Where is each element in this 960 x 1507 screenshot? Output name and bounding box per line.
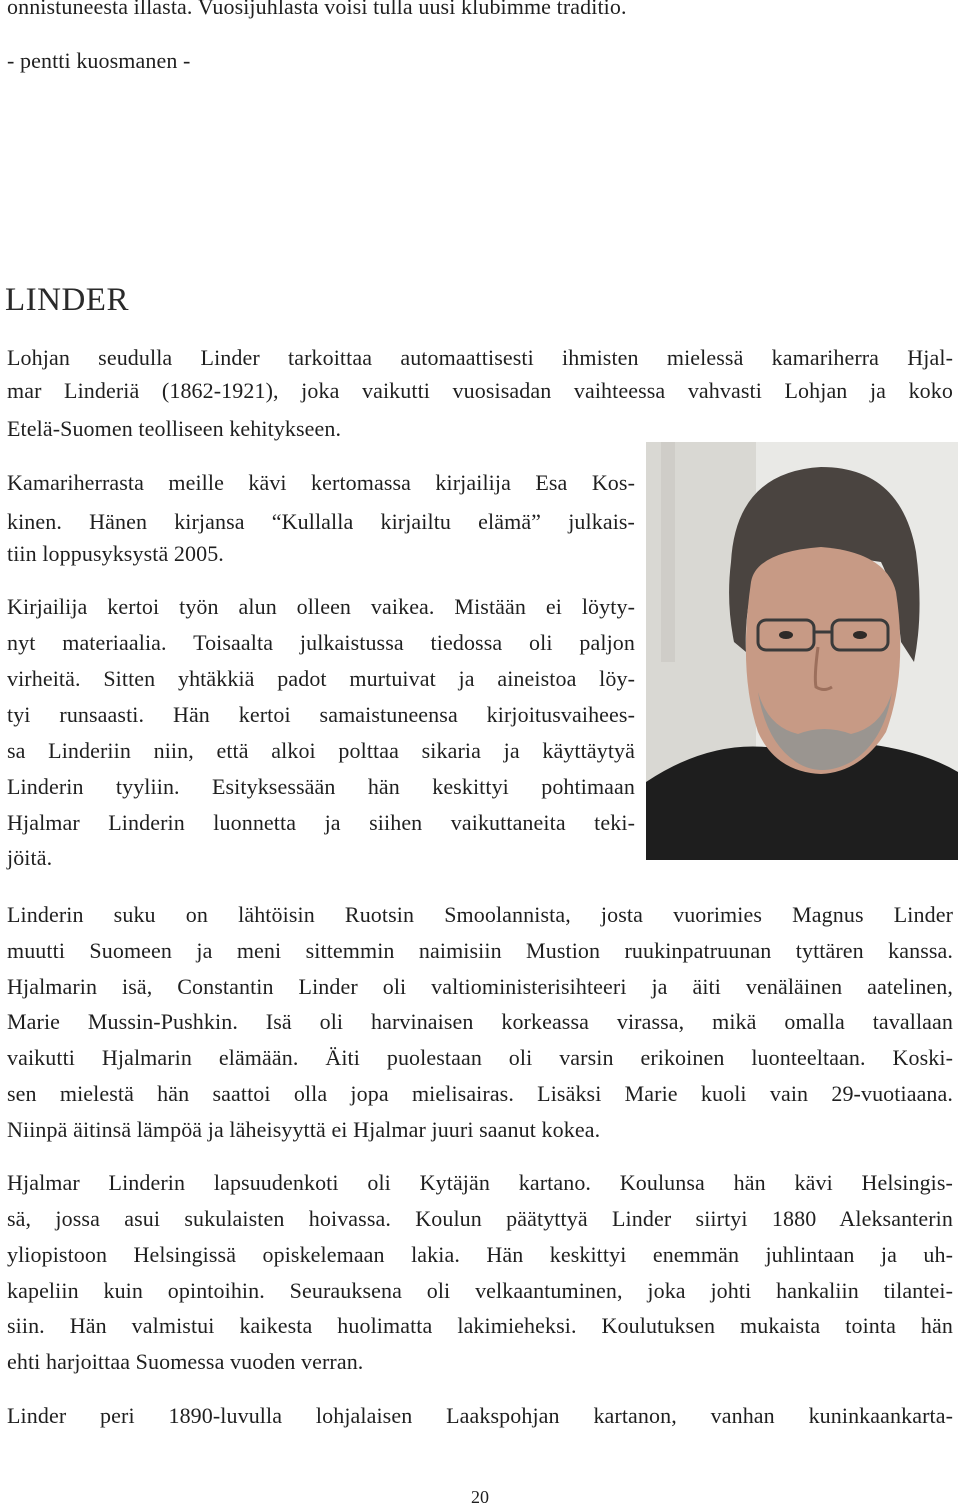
column-line: tiin loppusyksystä 2005. [7, 541, 224, 566]
photo-eye-right [853, 631, 867, 639]
column-line: sa Linderiin niin, että alkoi polttaa sikaria ja käyttäytyä [7, 738, 635, 763]
column-line: jöitä. [7, 845, 53, 870]
body-line: ehti harjoittaa Suomessa vuoden verran. [7, 1349, 364, 1374]
intro-line: Etelä-Suomen teolliseen kehitykseen. [7, 416, 342, 441]
column-line: Linderin tyyliin. Esityksessään hän keskittyi pohtimaan [7, 774, 635, 799]
column-line: Kamariherrasta meille kävi kertomassa kirjailija Esa Kos- [7, 470, 635, 495]
photo-eye-left [779, 631, 793, 639]
portrait-photo [646, 442, 958, 860]
body-line: vaikutti Hjalmarin elämään. Äiti puolestaan oli varsin erikoinen luonteeltaan. Koski- [7, 1045, 953, 1070]
body-line: Hjalmar Linderin lapsuudenkoti oli Kytäjän kartano. Koulunsa hän kävi Helsingis- [7, 1170, 953, 1195]
page-number: 20 [471, 1487, 489, 1507]
body-line: siin. Hän valmistui kaikesta huolimatta lakimieheksi. Koulutuksen mukaista tointa hän [7, 1313, 953, 1338]
section-heading: LINDER [5, 282, 129, 318]
column-line: virheitä. Sitten yhtäkkiä padot murtuivat ja aineistoa löy- [7, 666, 635, 691]
column-line: Hjalmar Linderin luonnetta ja siihen vaikuttaneita teki- [7, 810, 635, 835]
body-line: Niinpä äitinsä lämpöä ja läheisyyttä ei Hjalmar juuri saanut kokea. [7, 1117, 601, 1142]
closing-text-line: onnistuneesta illasta. Vuosijuhlasta voisi tulla uusi klubimme traditio. [7, 0, 627, 19]
body-line: yliopistoon Helsingissä opiskelemaan lakia. Hän keskittyi enemmän juhlintaan ja uh- [7, 1242, 953, 1267]
body-line: kapeliin kuin opintoihin. Seurauksena oli velkaantuminen, joka johti hankaliin tilantei- [7, 1278, 953, 1303]
intro-line: mar Linderiä (1862-1921), joka vaikutti vuosisadan vaihteessa vahvasti Lohjan ja koko [7, 378, 953, 403]
column-line: kinen. Hänen kirjansa “Kullalla kirjailtu elämä” julkais- [7, 509, 635, 534]
column-line: tyi runsaasti. Hän kertoi samaistuneensa kirjoitusvaihees- [7, 702, 635, 727]
body-line: Linderin suku on lähtöisin Ruotsin Smoolannista, josta vuorimies Magnus Linder [7, 902, 953, 927]
column-line: Kirjailija kertoi työn alun olleen vaikea. Mistään ei löyty- [7, 594, 635, 619]
body-line: Linder peri 1890-luvulla lohjalaisen Laakspohjan kartanon, vanhan kuninkaankarta- [7, 1403, 953, 1428]
author-signature: - pentti kuosmanen - [7, 48, 191, 73]
portrait-photo-icon [646, 442, 958, 860]
column-line: nyt materiaalia. Toisaalta julkaistussa tiedossa oli paljon [7, 630, 635, 655]
body-line: Marie Mussin-Pushkin. Isä oli harvinaisen korkeassa virassa, mikä omalla tavallaan [7, 1009, 953, 1034]
body-line: sen mielestä hän saattoi olla jopa mielisairas. Lisäksi Marie kuoli vain 29-vuotiaana. [7, 1081, 953, 1106]
body-line: sä, jossa asui sukulaisten hoivassa. Koulun päätyttyä Linder siirtyi 1880 Aleksanterin [7, 1206, 953, 1231]
intro-line: Lohjan seudulla Linder tarkoittaa automaattisesti ihmisten mielessä kamariherra Hjal- [7, 345, 953, 370]
body-line: muutti Suomeen ja meni sittemmin naimisiin Mustion ruukinpatruunan tyttären kanssa. [7, 938, 953, 963]
body-line: Hjalmarin isä, Constantin Linder oli valtioministerisihteeri ja äiti venäläinen aatelinen, [7, 974, 953, 999]
photo-door-edge [661, 442, 675, 662]
